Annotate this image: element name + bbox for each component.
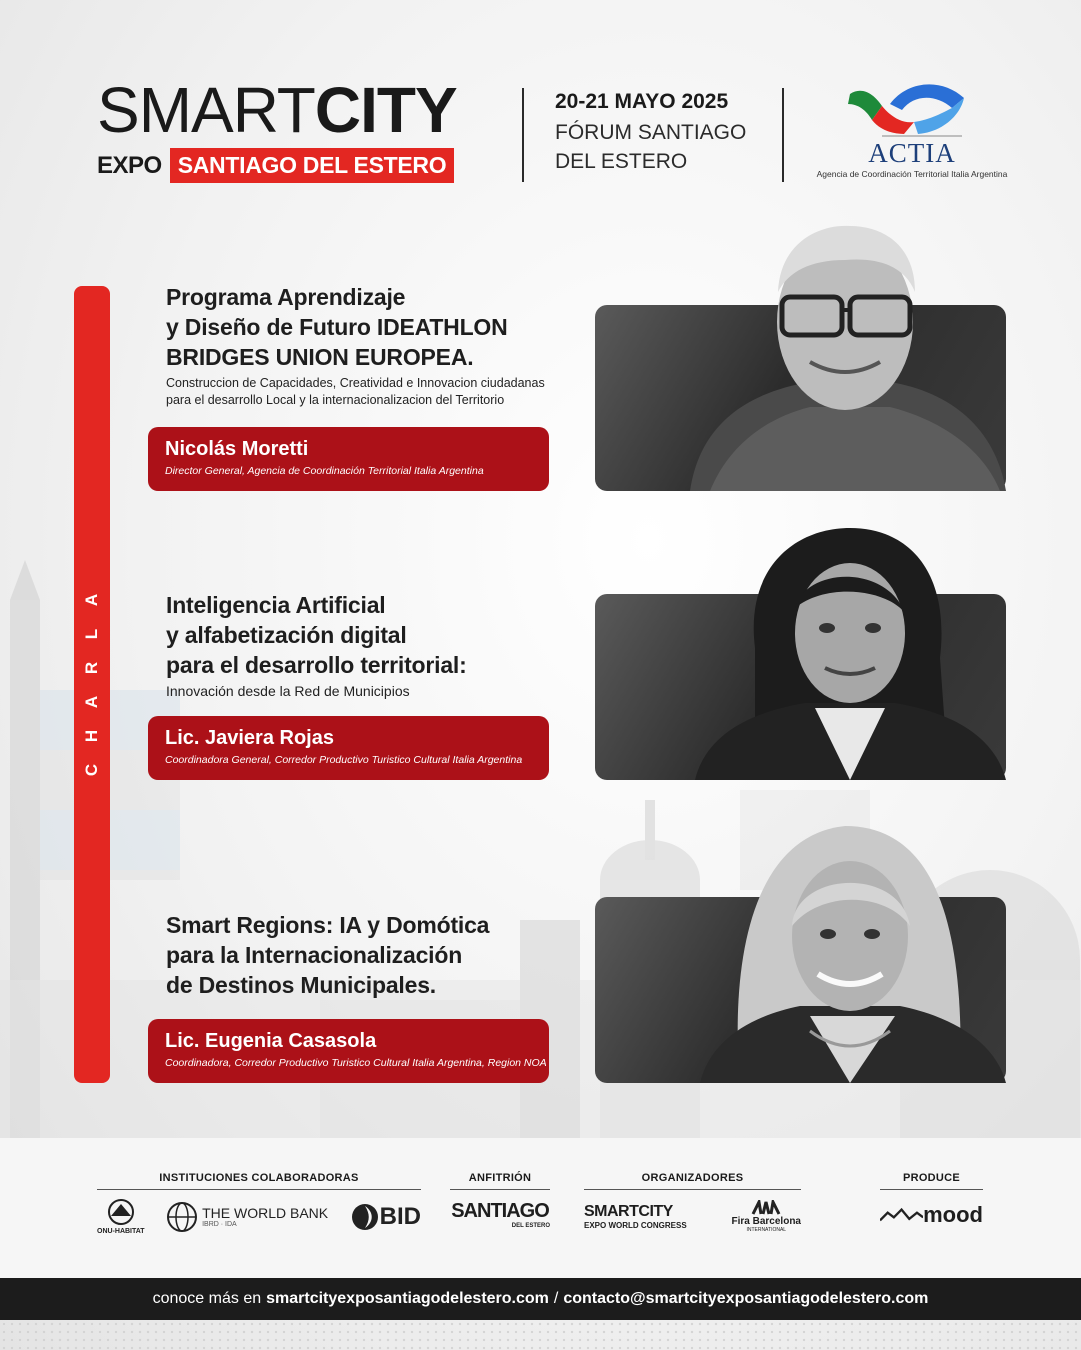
- speaker-card-1: [148, 427, 549, 491]
- logo-expo-text: EXPO: [97, 151, 162, 179]
- smartcity-world-congress-logo: SMARTCITY EXPO WORLD CONGRESS: [584, 1203, 687, 1230]
- talk-2-subtitle: Innovación desde la Red de Municipios: [166, 683, 410, 699]
- event-venue-line2: DEL ESTERO: [555, 150, 688, 173]
- event-date-venue: [555, 90, 775, 176]
- header-divider: [782, 88, 784, 182]
- world-bank-logo: THE WORLD BANK IBRD · IDA: [166, 1201, 328, 1233]
- footer-group-host: [450, 1172, 550, 1229]
- speaker-card-2: [148, 716, 549, 780]
- actia-name: ACTIA: [868, 138, 956, 168]
- mood-logo: mood: [880, 1202, 983, 1228]
- talk-3-title: Smart Regions: IA y Domótica para la Internacionalización de Destinos Municipales.: [166, 912, 490, 998]
- contact-bar: [0, 1278, 1081, 1320]
- fira-emblem-icon: [751, 1200, 781, 1216]
- speaker-role: Coordinadora General, Corredor Productivo Turistico Cultural Italia Argentina: [165, 754, 523, 766]
- footer-group-title: PRODUCE: [880, 1172, 983, 1190]
- globe-icon: [166, 1201, 198, 1233]
- talk-1-title: Programa Aprendizaje y Diseño de Futuro IDEATHLON BRIDGES UNION EUROPEA.: [166, 284, 508, 370]
- email-link[interactable]: contacto@smartcityexposantiagodelestero.com: [563, 1290, 929, 1307]
- talk-2-title: Inteligencia Artificial y alfabetización digital para el desarrollo territorial:: [166, 592, 467, 678]
- actia-subtitle: Agencia de Coordinación Territorial Italia Argentina: [816, 169, 1008, 179]
- contact-separator: /: [553, 1290, 559, 1307]
- decorative-dots: [0, 1320, 1081, 1350]
- speaker-portrait-2: [695, 528, 1006, 780]
- speaker-name: Lic. Eugenia Casasola: [165, 1030, 377, 1052]
- charla-letter: R: [82, 661, 101, 675]
- bid-emblem-icon: [350, 1202, 380, 1232]
- speaker-portrait-1: [690, 222, 1006, 491]
- website-link[interactable]: smartcityexposantiagodelestero.com: [266, 1290, 549, 1307]
- actia-emblem-icon: [812, 76, 1012, 140]
- bid-logo: BID: [350, 1202, 421, 1232]
- charla-letter: A: [82, 593, 101, 607]
- speaker-portrait-3: [700, 816, 1006, 1083]
- smartcity-expo-logo: [97, 74, 497, 179]
- charla-vertical-label: [74, 590, 110, 780]
- speaker-role: Coordinadora, Corredor Productivo Turistico Cultural Italia Argentina, Region NOA: [165, 1057, 547, 1069]
- talk-1-subtitle: Construccion de Capacidades, Creatividad e Innovacion ciudadanas para el desarrollo Local y la internacionalizacion del Territorio: [166, 376, 545, 407]
- onu-habitat-logo: ONU-HABITAT: [97, 1198, 145, 1235]
- fira-barcelona-logo: Fira Barcelona INTERNATIONAL: [732, 1200, 801, 1233]
- footer-group-title: INSTITUCIONES COLABORADORAS: [97, 1172, 421, 1190]
- footer-group-producer: [880, 1172, 983, 1228]
- logo-expo-line: [97, 148, 454, 183]
- event-date: 20-21 MAYO 2025: [555, 90, 729, 113]
- charla-letter: A: [82, 695, 101, 709]
- footer-group-title: ORGANIZADORES: [584, 1172, 801, 1190]
- speaker-name: Nicolás Moretti: [165, 438, 309, 460]
- charla-letter: C: [82, 763, 101, 777]
- charla-letter: H: [82, 729, 101, 743]
- charla-letter: L: [81, 628, 101, 640]
- mood-mountain-icon: [880, 1206, 923, 1224]
- speaker-card-3: [148, 1019, 549, 1083]
- speaker-role: Director General, Agencia de Coordinación Territorial Italia Argentina: [165, 465, 484, 477]
- contact-lead-text: conoce más en: [152, 1290, 262, 1307]
- onu-habitat-icon: [101, 1198, 141, 1228]
- header-divider: [522, 88, 524, 182]
- footer-group-title: ANFITRIÓN: [450, 1172, 550, 1190]
- logo-location-tag: SANTIAGO DEL ESTERO: [170, 148, 455, 183]
- footer-group-collaborators: [97, 1172, 421, 1235]
- actia-logo: [812, 76, 1012, 186]
- santiago-logo: SANTIAGO DEL ESTERO: [451, 1200, 550, 1229]
- event-venue-line1: FÓRUM SANTIAGO: [555, 121, 747, 144]
- footer-group-organizers: [584, 1172, 801, 1233]
- logo-wordmark: SMARTCITY: [97, 74, 457, 146]
- speaker-name: Lic. Javiera Rojas: [165, 727, 334, 749]
